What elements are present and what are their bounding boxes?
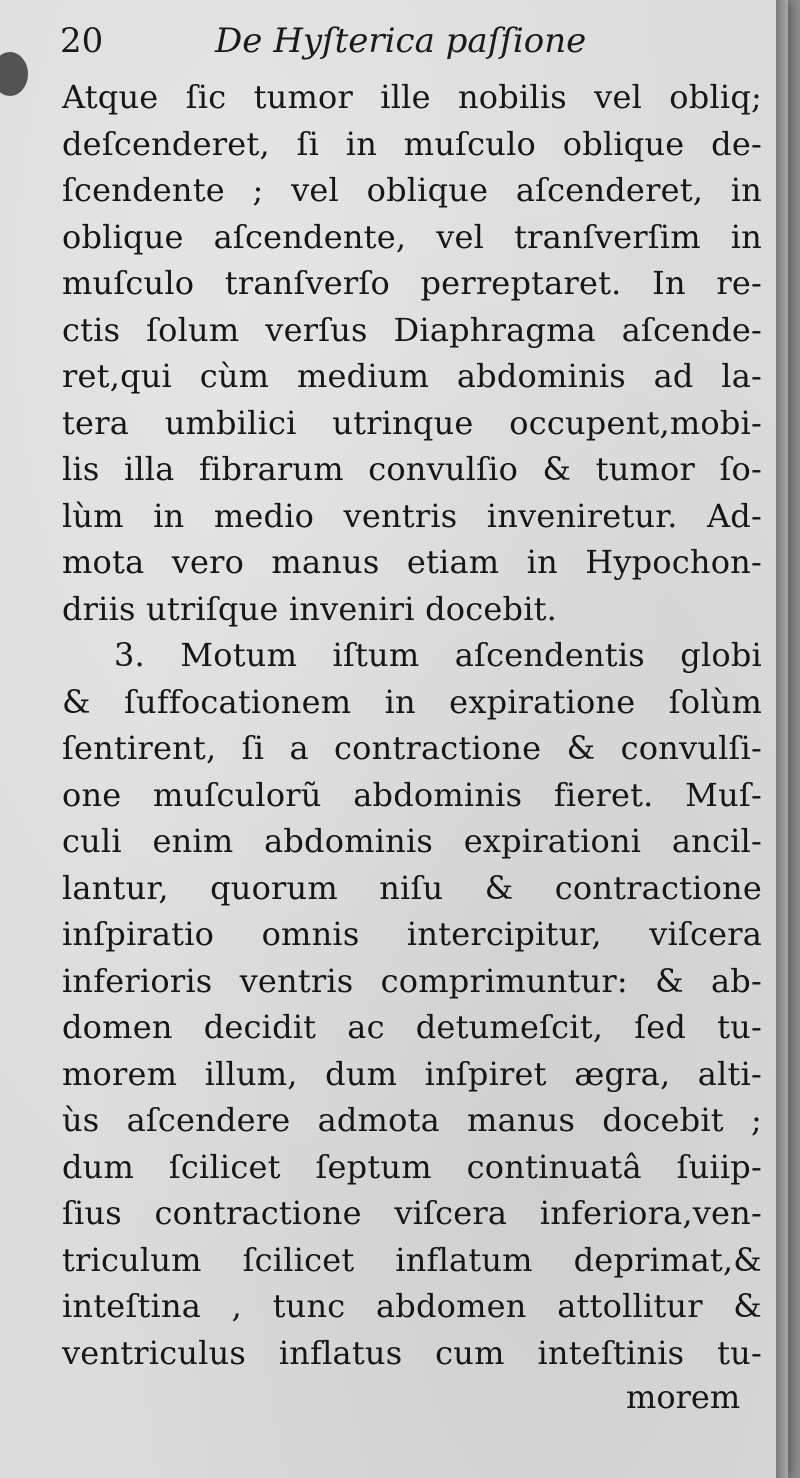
- running-title: De Hyſterica paſſione: [215, 21, 587, 61]
- text-line: ventriculus inflatus cum inteſtinis tu-: [62, 1333, 762, 1372]
- text-line: triculum ſcilicet inflatum deprimat,&: [62, 1240, 762, 1279]
- text-line: dum ſcilicet ſeptum continuatâ ſuiip-: [62, 1147, 762, 1186]
- body-text: [62, 74, 762, 1376]
- text-line: driis utriſque inveniri docebit.: [62, 589, 558, 628]
- text-line: ſcendente ; vel oblique aſcenderet, in: [62, 171, 762, 209]
- text-line: one muſculorũ abdominis fieret. Muſ-: [62, 775, 762, 814]
- text-line: lùm in medio ventris inveniretur. Ad-: [62, 496, 762, 535]
- text-line: oblique aſcendente, vel tranſverſim in: [62, 217, 762, 256]
- text-line: ſius contractione viſcera inferiora,ven-: [62, 1194, 762, 1232]
- text-line: inteſtina , tunc abdomen attollitur &: [62, 1287, 762, 1325]
- text-line: lis illa fibrarum convulſio & tumor ſo-: [62, 450, 762, 488]
- text-line: muſculo tranſverſo perreptaret. In re-: [62, 264, 762, 302]
- page-number: 20: [60, 21, 104, 61]
- text-line: ùs aſcendere admota manus docebit ;: [62, 1101, 762, 1139]
- text-line: ctis ſolum verſus Diaphragma aſcende-: [62, 310, 762, 349]
- text-line: tera umbilici utrinque occupent,mobi-: [62, 403, 762, 442]
- text-line: mota vero manus etiam in Hypochon-: [62, 543, 762, 581]
- text-line: inſpiratio omnis intercipitur, viſcera: [62, 915, 762, 953]
- text-line: deſcenderet, ſi in muſculo oblique de-: [62, 124, 762, 163]
- text-line: & ſuffocationem in expiratione ſolùm: [62, 682, 762, 721]
- text-line: ret,qui cùm medium abdominis ad la-: [62, 357, 762, 395]
- text-line: domen decidit ac detumeſcit, ſed tu-: [62, 1008, 762, 1046]
- text-line: lantur, quorum niſu & contractione: [62, 868, 762, 907]
- running-header: [60, 18, 760, 68]
- text-line: ſentirent, ſi a contractione & convulſi-: [62, 729, 762, 767]
- catchword: morem: [626, 1378, 741, 1416]
- text-line: culi enim abdominis expirationi ancil-: [62, 822, 762, 860]
- text-line: inferioris ventris comprimuntur: & ab-: [62, 961, 762, 1000]
- text-line: 3. Motum iſtum aſcendentis globi: [114, 636, 762, 674]
- ink-blot: [0, 52, 28, 96]
- text-line: morem illum, dum inſpiret ægra, alti-: [62, 1054, 762, 1093]
- page-edge-shadow: [776, 0, 788, 1478]
- text-line: Atque ſic tumor ille nobilis vel obliq;: [62, 78, 762, 116]
